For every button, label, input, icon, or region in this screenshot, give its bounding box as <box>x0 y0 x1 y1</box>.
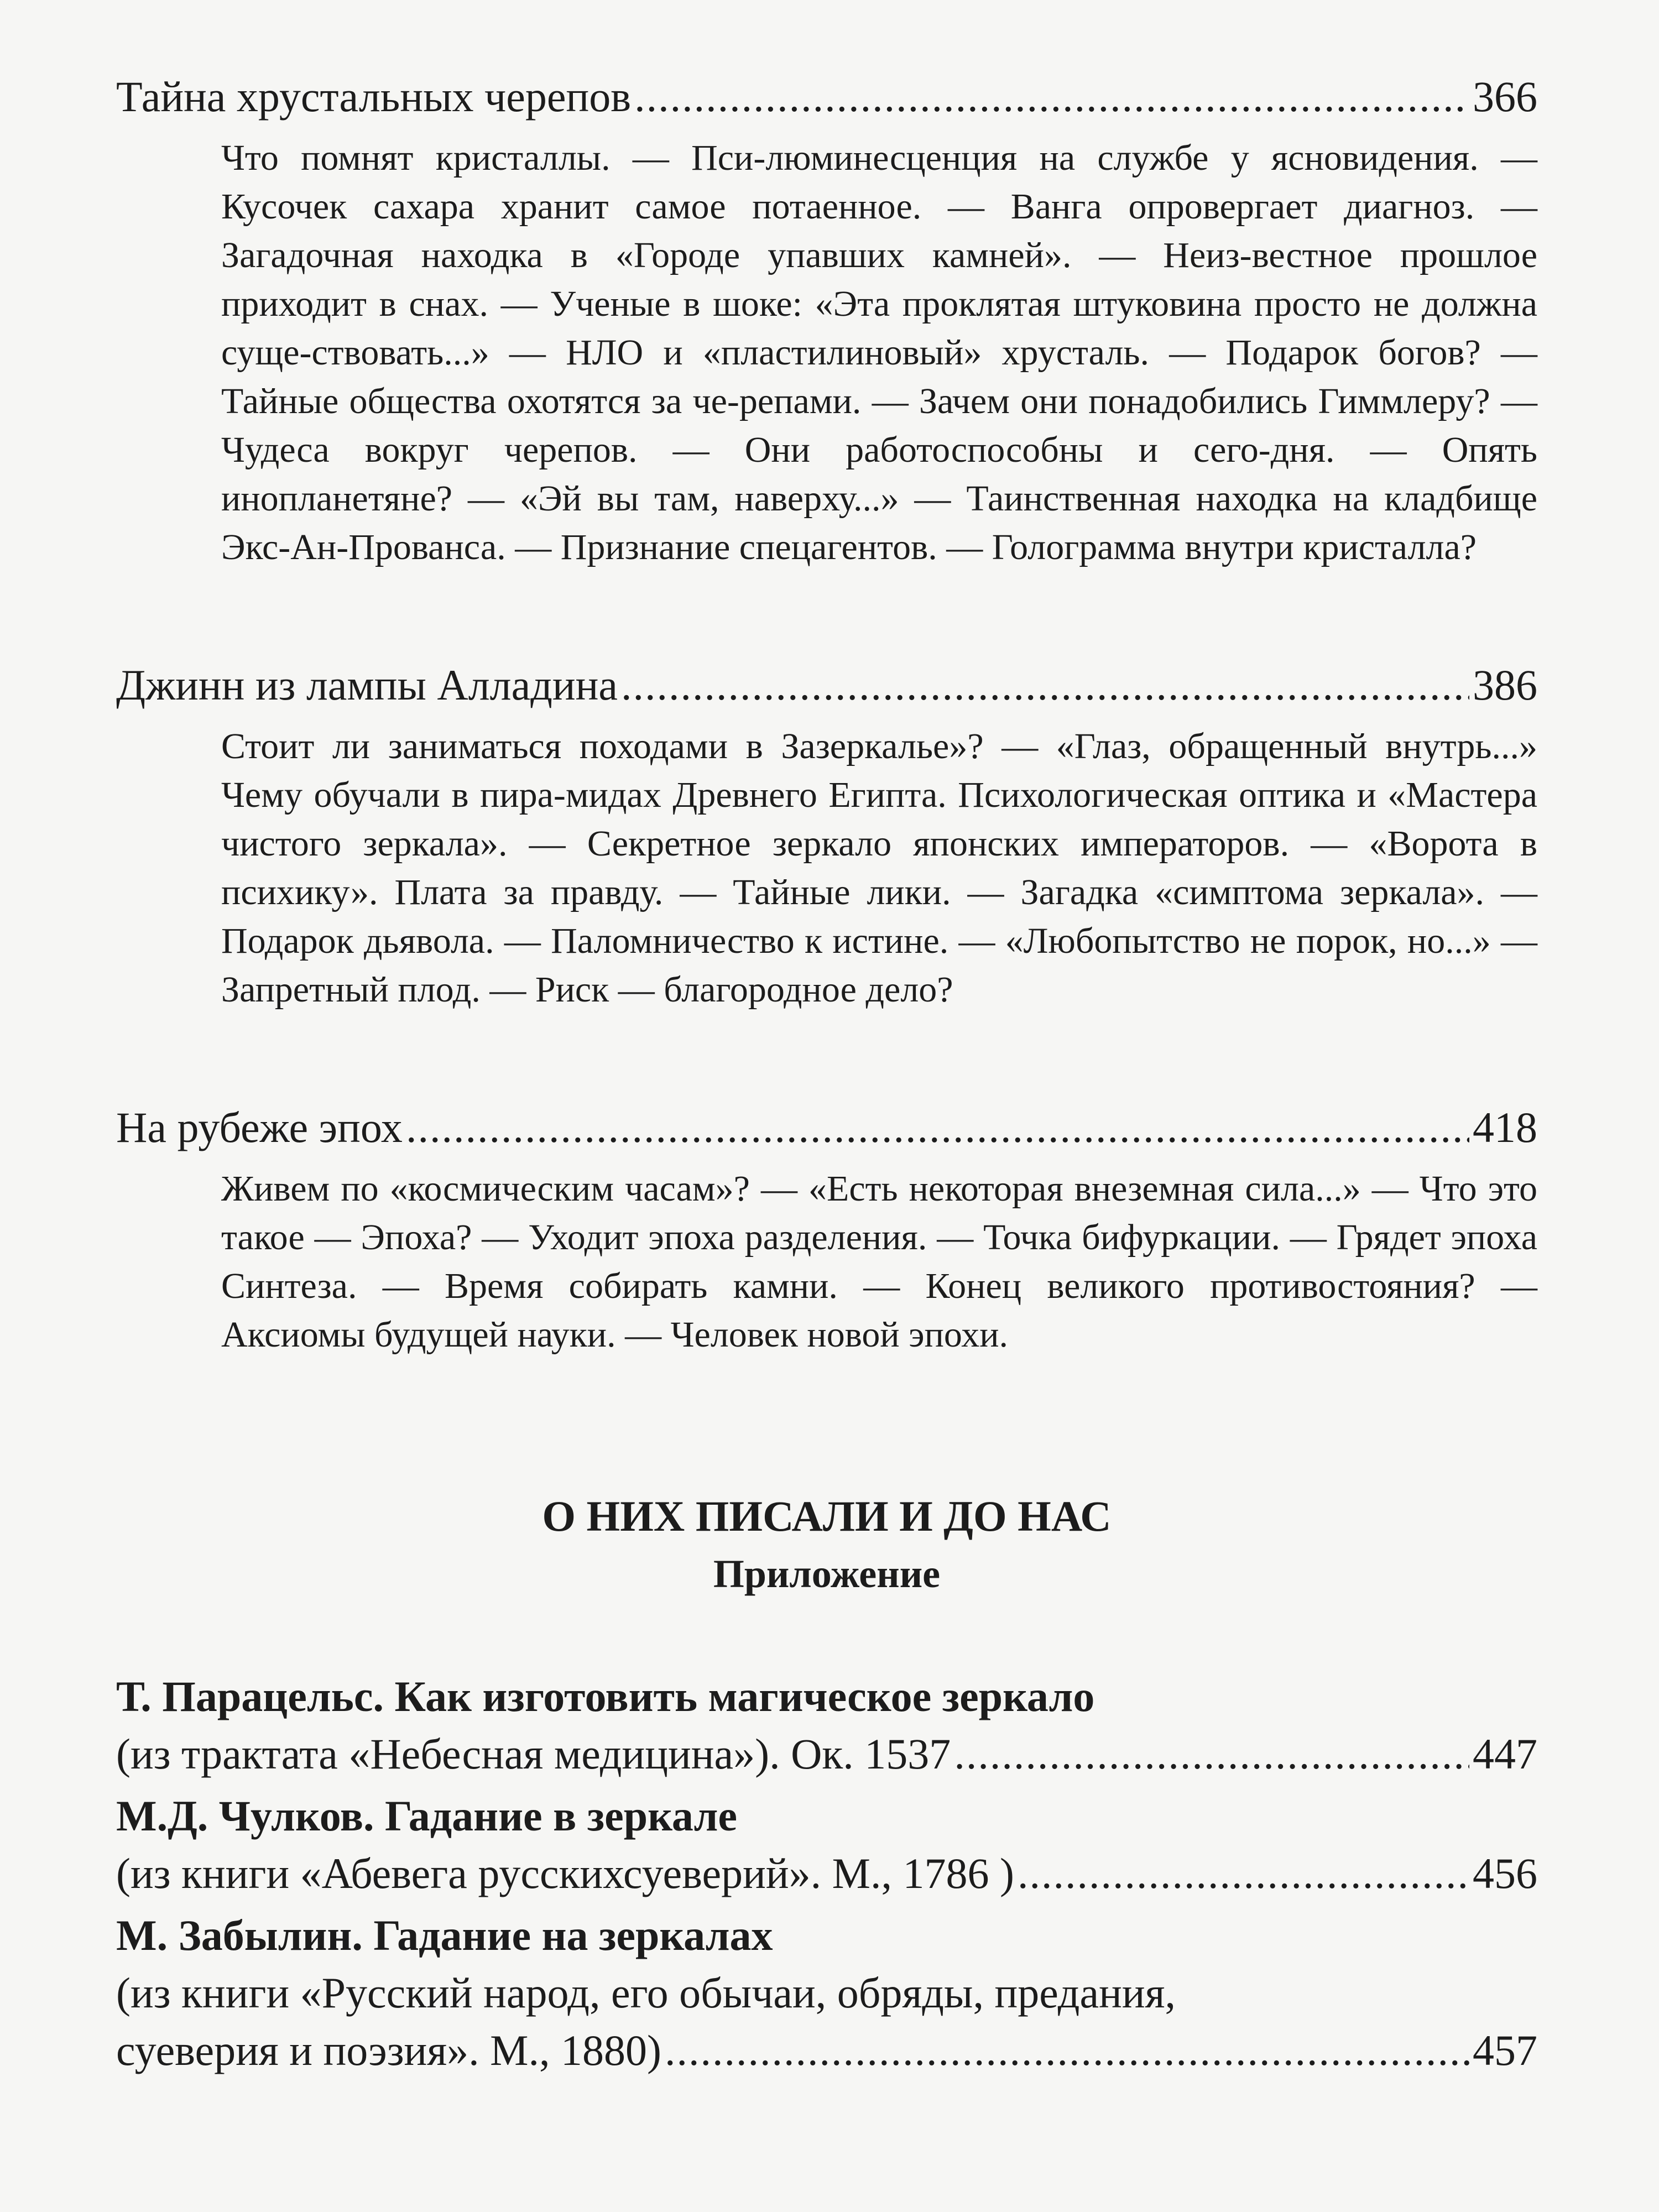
toc-entry-description: Стоит ли заниматься походами в Зазеркалье»? — «Глаз, обращенный внутрь...» Чему обучали в пира-мидах Древнего Египта. Психологическая оптика и «Мастера чистого зеркала». — Секретное зеркало японских императоров. — «Ворота в психику». Плата за правду. — Тайные лики. — Загадка «симптома зеркала». — Подарок дьявола. — Паломничество к истине. — «Любопытство не порок, но...» — Запретный плод. — Риск — благородное дело? <box>221 726 1537 1010</box>
toc-entry <box>116 66 1537 572</box>
toc-entry <box>116 1097 1537 1359</box>
dot-leader <box>665 2022 1469 2079</box>
toc-entry-title: На рубеже эпох <box>116 1103 403 1151</box>
toc-entry-description: Живем по «космическим часам»? — «Есть некоторая внеземная сила...» — Что это такое — Эпоха? — Уходит эпоха разделения. — Точка бифуркации. — Грядет эпоха Синтеза. — Время собирать камни. — Конец великого противостояния? — Аксиомы будущей науки. — Человек новой эпохи. <box>221 1168 1537 1355</box>
dot-leader <box>634 66 1469 127</box>
toc-entry-page: 386 <box>1473 661 1537 709</box>
appendix-entry-line <box>116 1725 1537 1783</box>
appendix-entry-page: 447 <box>1473 1730 1537 1778</box>
dot-leader <box>621 655 1469 716</box>
appendix-entry-title: М. Забылин. Гадание на зеркалах <box>116 1911 773 1959</box>
toc-entry-line <box>116 1097 1537 1158</box>
appendix-entry-source-line: (из книги «Русский народ, его обычаи, обряды, предания, <box>116 1969 1176 2017</box>
dot-leader <box>954 1725 1469 1783</box>
appendix-entry-source: (из книги «Абевега русскихсуеверий». М., 1786 ) <box>116 1849 1014 1897</box>
appendix-entry <box>116 1907 1537 2079</box>
toc-entry-page: 418 <box>1473 1103 1537 1151</box>
appendix-entry <box>116 1668 1537 1783</box>
appendix-entry-source: (из трактата «Небесная медицина»). Ок. 1537 <box>116 1730 951 1778</box>
section-title: О НИХ ПИСАЛИ И ДО НАС <box>542 1492 1112 1540</box>
dot-leader <box>406 1097 1469 1158</box>
appendix-entry <box>116 1787 1537 1902</box>
appendix-entry-page: 457 <box>1473 2026 1537 2074</box>
toc-entry-line <box>116 66 1537 127</box>
toc-entry <box>116 655 1537 1014</box>
dot-leader <box>1018 1845 1469 1902</box>
appendix-entry-title: Т. Парацельс. Как изготовить магическое зеркало <box>116 1672 1095 1720</box>
appendix-entry-source: суеверия и поэзия». М., 1880) <box>116 2026 661 2074</box>
toc-entry-line <box>116 655 1537 716</box>
appendix-entry-line <box>116 1845 1537 1902</box>
appendix-entry-line <box>116 2022 1537 2079</box>
toc-entry-title: Джинн из лампы Алладина <box>116 661 618 709</box>
toc-page <box>116 66 1537 2084</box>
section-heading <box>116 1486 1537 1601</box>
section-subtitle: Приложение <box>713 1552 941 1596</box>
appendix-entry-page: 456 <box>1473 1849 1537 1897</box>
toc-entry-description: Что помнят кристаллы. — Пси-люминесценция на службе у ясновидения. — Кусочек сахара хранит самое потаенное. — Ванга опровергает диагноз. — Загадочная находка в «Городе упавших камней». — Неиз-вестное прошлое приходит в снах. — Ученые в шоке: «Эта проклятая штуковина просто не должна суще-ствовать...» — НЛО и «пластилиновый» хрусталь. — Подарок богов? — Тайные общества охотятся за че-репами. — Зачем они понадобились Гиммлеру? — Чудеса вокруг черепов. — Они работоспособны и сего-дня. — Опять инопланетяне? — «Эй вы там, наверху...» — Таинственная находка на кладбище Экс-Ан-Прованса. — Признание спецагентов. — Голограмма внутри кристалла? <box>221 138 1537 567</box>
toc-entry-page: 366 <box>1473 72 1537 121</box>
appendix-entry-title: М.Д. Чулков. Гадание в зеркале <box>116 1792 737 1840</box>
toc-entry-title: Тайна хрустальных черепов <box>116 72 632 121</box>
